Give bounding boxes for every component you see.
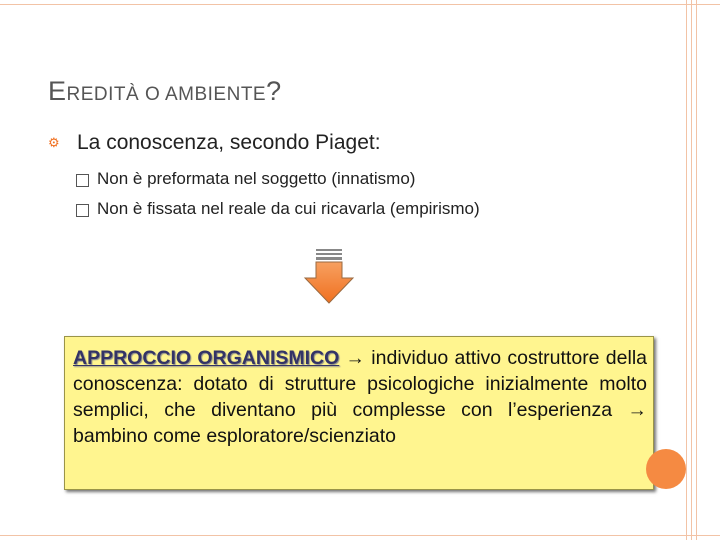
bullet-level1-text: La conoscenza, secondo Piaget: bbox=[77, 131, 381, 154]
callout-text-part1: individuo attivo costruttore della conoscenza: dotato di strutture psicologiche inizialmente molto semplici, che diventano più complesse con l’esperienza bbox=[73, 347, 647, 421]
bullet-level2-text: Non è preformata nel soggetto (innatismo) bbox=[97, 169, 416, 188]
title-question-mark: ? bbox=[266, 76, 282, 106]
bullet-level2-item bbox=[76, 199, 480, 219]
frame-line-right-1 bbox=[686, 0, 687, 540]
frame-line-bottom bbox=[0, 535, 720, 536]
checkbox-bullet-icon bbox=[76, 204, 89, 217]
callout-keyword: APPROCCIO ORGANISMICO bbox=[73, 347, 340, 369]
frame-line-right-3 bbox=[696, 0, 697, 540]
bullet-level1 bbox=[48, 131, 381, 155]
arrow-right-icon: → bbox=[627, 399, 647, 421]
callout-text-part2: bambino come esploratore/scienziato bbox=[73, 425, 397, 447]
bullet-level2-text: Non è fissata nel reale da cui ricavarla (empirismo) bbox=[97, 199, 480, 218]
frame-line-top bbox=[0, 4, 720, 5]
frame-line-right-2 bbox=[691, 0, 692, 540]
callout-text bbox=[73, 345, 647, 449]
slide-title bbox=[48, 76, 282, 107]
gear-bullet-icon: ⚙ bbox=[48, 135, 60, 150]
title-text: REDITÀ O AMBIENTE bbox=[66, 84, 267, 105]
down-arrow-icon bbox=[303, 248, 355, 304]
title-first-letter: E bbox=[48, 76, 67, 106]
callout-box bbox=[64, 336, 654, 490]
checkbox-bullet-icon bbox=[76, 174, 89, 187]
arrow-right-icon: → bbox=[345, 347, 366, 369]
decorative-circle bbox=[646, 449, 686, 489]
bullet-level2-item bbox=[76, 169, 415, 189]
